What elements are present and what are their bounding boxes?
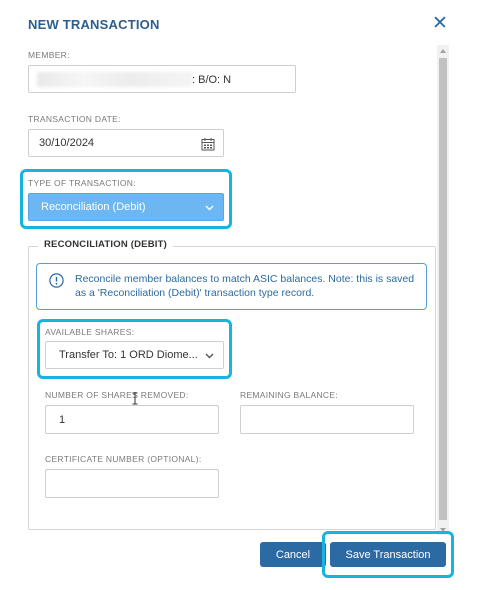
scrollbar[interactable] xyxy=(437,45,449,535)
info-circle-icon xyxy=(49,273,64,288)
member-label: MEMBER: xyxy=(28,50,70,60)
text-cursor-icon xyxy=(132,392,138,405)
chevron-down-icon xyxy=(205,203,214,212)
close-icon[interactable]: ✕ xyxy=(432,13,448,34)
cancel-button[interactable]: Cancel xyxy=(260,542,326,567)
scroll-thumb[interactable] xyxy=(439,58,447,520)
remaining-balance-label: REMAINING BALANCE: xyxy=(240,390,338,400)
transaction-date-label: TRANSACTION DATE: xyxy=(28,114,121,124)
certificate-number-input[interactable] xyxy=(45,469,219,498)
remaining-balance-input[interactable] xyxy=(240,405,414,434)
available-shares-value: Transfer To: 1 ORD Diome... xyxy=(59,349,198,361)
shares-removed-label: NUMBER OF SHARES REMOVED: xyxy=(45,390,189,400)
member-field[interactable] xyxy=(28,65,296,93)
available-shares-label: AVAILABLE SHARES: xyxy=(45,327,135,337)
info-alert xyxy=(36,263,427,310)
transaction-type-value: Reconciliation (Debit) xyxy=(41,201,146,213)
scroll-up-icon[interactable] xyxy=(440,49,446,53)
info-text: Reconcile member balances to match ASIC balances. Note: this is saved as a 'Reconciliation (Debit)' transaction type record. xyxy=(75,273,415,299)
transaction-type-select[interactable] xyxy=(28,193,224,221)
member-value-suffix: : B/O: N xyxy=(192,74,232,86)
shares-removed-input[interactable] xyxy=(45,405,219,434)
available-shares-select[interactable] xyxy=(45,341,224,369)
dialog-title: NEW TRANSACTION xyxy=(28,17,160,32)
redacted-member-name xyxy=(37,72,193,87)
certificate-number-label: CERTIFICATE NUMBER (OPTIONAL): xyxy=(45,454,202,464)
shares-removed-value: 1 xyxy=(59,413,66,426)
calendar-icon[interactable] xyxy=(201,137,215,151)
transaction-date-field[interactable] xyxy=(28,129,224,157)
reconciliation-legend: RECONCILIATION (DEBIT) xyxy=(38,239,173,250)
save-transaction-button[interactable]: Save Transaction xyxy=(330,542,446,567)
transaction-date-value: 30/10/2024 xyxy=(39,137,95,149)
scroll-down-icon[interactable] xyxy=(440,528,446,532)
transaction-type-label: TYPE OF TRANSACTION: xyxy=(28,178,136,188)
chevron-down-icon xyxy=(205,351,214,360)
